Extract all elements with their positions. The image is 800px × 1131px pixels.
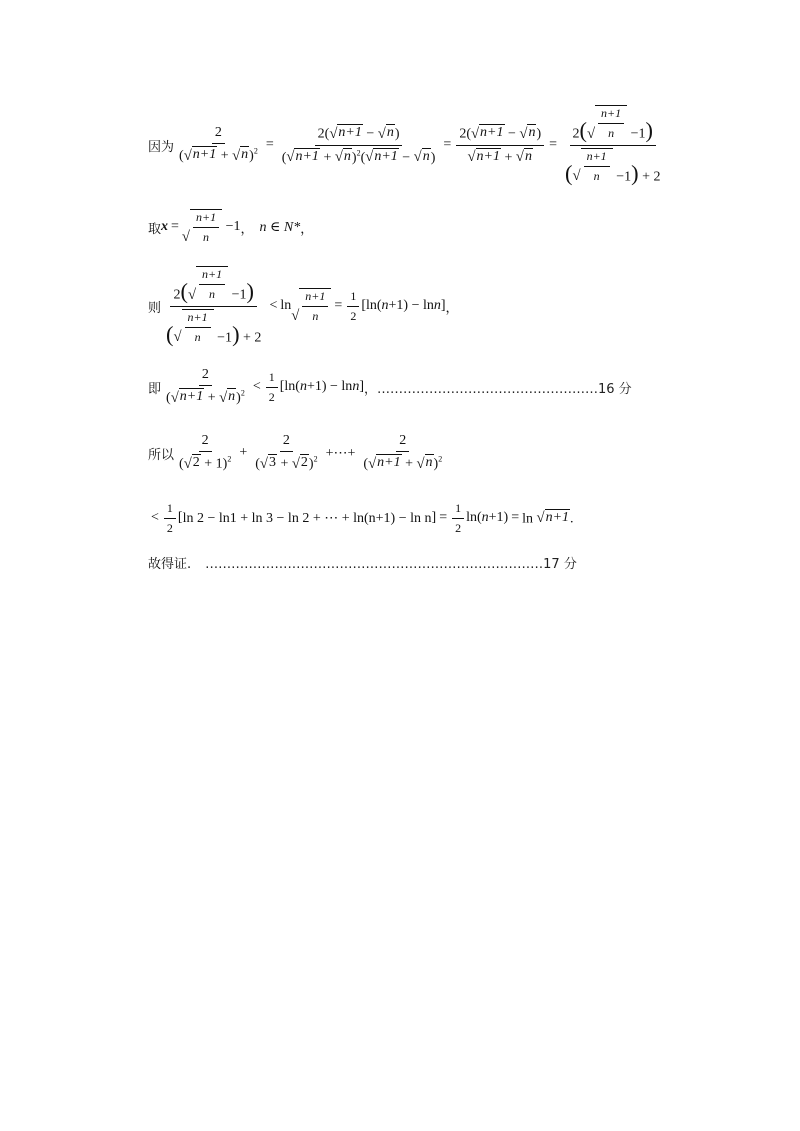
log-sum: ln 2 − ln1 + ln 3 − ln 2 + ⋯ + ln(n+1) − ln n bbox=[182, 510, 432, 526]
fraction-4: 2( √ $\frac{n+1}{n}$ −1) ( √ $\frac{n+1}{n}$ −1) + 2 bbox=[565, 106, 661, 185]
equation-line-6: < $\frac{1}{2}$ [ ln 2 − ln1 + ln 3 − ln 2 + ⋯ + ln(n+1) − ln n ] = $\frac{1}{2}$ ln(n+1) = ln √ n+1 . bbox=[151, 500, 574, 535]
equation-line-7 bbox=[148, 550, 640, 574]
text-suoyi: 所以 bbox=[148, 447, 175, 463]
fraction-9: 2 ( √ n+1 + √ n )$^2$ bbox=[363, 433, 443, 472]
fraction-5: 2( √ $\frac{n+1}{n}$ −1) ( √ $\frac{n+1}{n}$ −1) + 2 bbox=[166, 267, 262, 346]
score-17: ……………………………………………………………………17 分 bbox=[205, 556, 577, 572]
fraction-7: 2 ( √ 2 + 1)$^2$ bbox=[179, 433, 232, 472]
fraction-6: 2 ( √ n+1 + √ n )$^2$ bbox=[166, 367, 245, 406]
text-gudezheng: 故得证. bbox=[148, 556, 192, 572]
equation-line-2: 取 x = √ $\frac{n+1}{n}$ −1 ， n ∈ N* ， bbox=[148, 210, 314, 246]
equation-line-4: 即 2 ( √ n+1 + √ n )$^2$ < $\frac{1}{2}$ [ln(n+1) − lnn] ，……………………………………………16 分 bbox=[148, 367, 632, 406]
text-ze: 则 bbox=[148, 300, 162, 316]
equation-line-5: 所以 2 ( √ 2 + 1)$^2$ + 2 ( √ 3 + √ 2 )$^2$ +⋯+ 2 ( √ n+1 + √ n )$^2$ bbox=[148, 428, 640, 478]
equation-line-1: 因为 2 ( √ n+1 + √ n )$^2$ = 2( √ n+1 − √ n ) ( √ n+1 + √ n )$^2$( √ n+1 − √ n ) = 2( √ n+1 − √ n ) √ n+1 + √ n = 2( √ $\frac{n+1}{n}$ −1) ( √ $\frac{n+1}{n}$ −1) + 2 bbox=[148, 100, 640, 190]
fraction-3: 2( √ n+1 − √ n ) √ n+1 + √ n bbox=[456, 124, 544, 166]
text-qu: 取 bbox=[148, 221, 162, 237]
equation-line-3: 则 2( √ $\frac{n+1}{n}$ −1) ( √ $\frac{n+1}{n}$ −1) + 2 < ln √ $\frac{n+1}{n}$ = $\frac{1}{2}$ [ln(n+1) − lnn] ， bbox=[148, 267, 459, 346]
text-ji: 即 bbox=[148, 381, 162, 397]
score-16: ，……………………………………………16 分 bbox=[363, 381, 632, 397]
fraction-1: 2 ( √ n+1 + √ n )$^2$ bbox=[179, 125, 258, 164]
fraction-8: 2 ( √ 3 + √ 2 )$^2$ bbox=[255, 433, 318, 472]
fraction-2: 2( √ n+1 − √ n ) ( √ n+1 + √ n )$^2$( √ n+1 − √ n ) bbox=[281, 125, 436, 165]
text-yinwei: 因为 bbox=[148, 139, 175, 155]
